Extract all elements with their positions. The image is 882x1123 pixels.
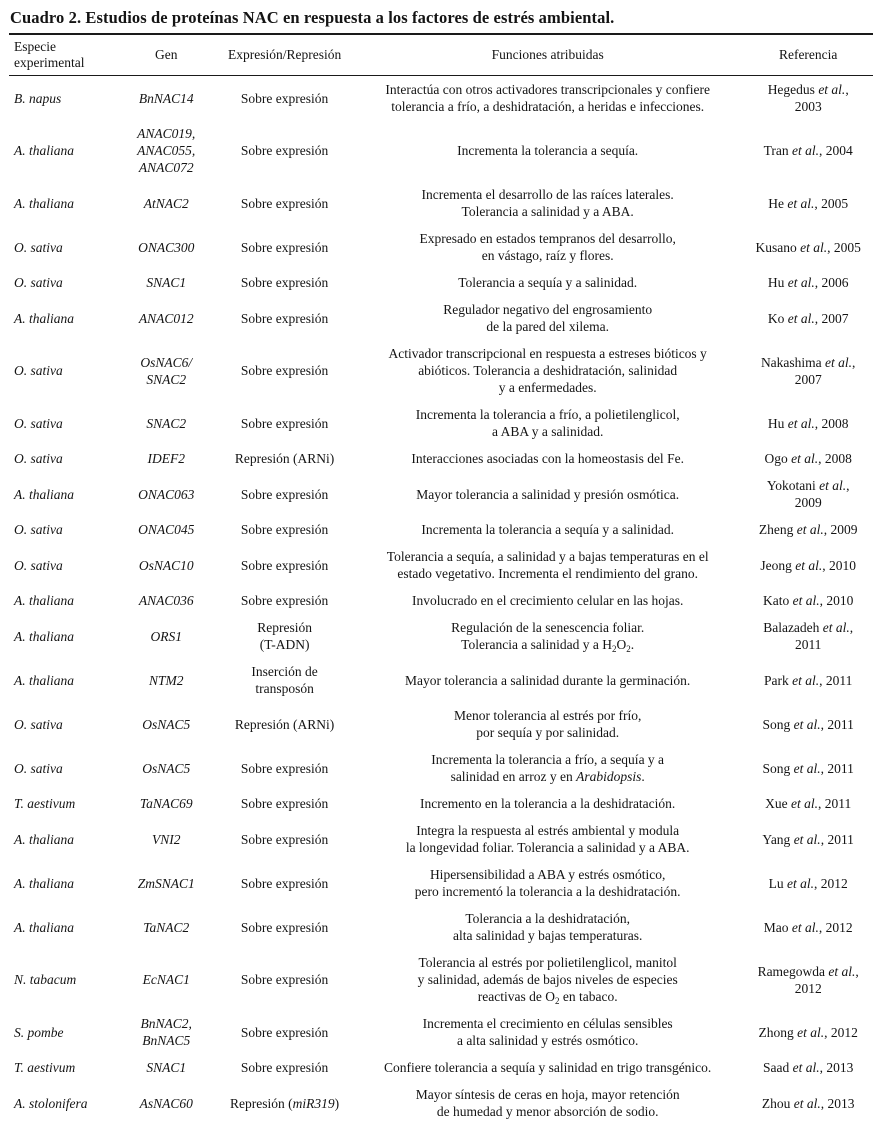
table-row	[9, 120, 873, 181]
text-line: ANAC055,	[137, 143, 196, 158]
functions-cell	[352, 817, 743, 861]
text-line: OsNAC10	[138, 557, 194, 573]
text-line: Sobre expresión	[240, 796, 329, 811]
text-line: ANAC072	[138, 160, 194, 175]
text-line: Activador transcripcional en respuesta a estreses bióticos y	[388, 346, 707, 361]
text-line: Incrementa la tolerancia a frío, a polietilenglicol,	[415, 407, 680, 422]
text-line: ANAC019,	[137, 126, 196, 141]
text-line: Yokotani et al.,	[766, 478, 850, 493]
reference-cell	[743, 790, 873, 817]
functions-cell	[352, 340, 743, 401]
expression-cell	[217, 658, 352, 702]
gene-cell	[115, 516, 217, 543]
species-cell: T. aestivum	[14, 796, 76, 811]
table-row	[9, 76, 873, 121]
text-line: Incrementa la tolerancia a frío, a sequía y a	[431, 752, 665, 767]
text-line: He et al., 2005	[768, 195, 849, 211]
functions-cell	[352, 269, 743, 296]
text-line: y salinidad, además de bajos niveles de especies	[417, 972, 678, 987]
gene-cell	[115, 269, 217, 296]
expression-cell	[217, 1010, 352, 1054]
text-line: Regulador negativo del engrosamiento	[443, 302, 653, 317]
gene-cell	[115, 817, 217, 861]
text-line: Tolerancia al estrés por polietilenglicol, manitol	[418, 955, 677, 970]
text-line: Sobre expresión	[240, 557, 329, 573]
gene-cell	[115, 861, 217, 905]
functions-cell	[352, 790, 743, 817]
text-line: Tolerancia a la deshidratación,	[465, 911, 631, 926]
expression-cell	[217, 340, 352, 401]
text-line: VNI2	[151, 831, 181, 847]
table-header	[9, 34, 873, 76]
text-line: Song et al., 2011	[762, 760, 854, 776]
text-line: transposón	[255, 681, 314, 696]
text-line: SNAC1	[146, 275, 187, 290]
text-line: Sobre expresión	[240, 195, 329, 211]
expression-cell	[217, 516, 352, 543]
functions-cell	[352, 181, 743, 225]
text-line: BnNAC5	[142, 1033, 191, 1048]
species-cell: T. aestivum	[14, 1060, 76, 1075]
table-row	[9, 1081, 873, 1123]
functions-cell	[352, 702, 743, 746]
text-line: Balazadeh et al.,	[763, 620, 854, 635]
header-expression: Expresión/Represión	[217, 34, 352, 76]
functions-cell	[352, 658, 743, 702]
species-cell: O. sativa	[14, 557, 63, 573]
reference-cell	[743, 905, 873, 949]
text-line: reactivas de $O_2$ en tabaco.	[477, 989, 618, 1006]
table-row	[9, 543, 873, 587]
text-line: Sobre expresión	[240, 522, 329, 537]
text-line: Mayor síntesis de ceras en hoja, mayor retención	[415, 1087, 680, 1102]
text-line: Song et al., 2011	[762, 716, 854, 732]
table-row	[9, 905, 873, 949]
text-line: Hipersensibilidad a ABA y estrés osmótico,	[429, 867, 666, 882]
text-line: 2012	[794, 980, 822, 996]
text-line: Tran et al., 2004	[763, 143, 853, 158]
table-row	[9, 445, 873, 472]
functions-cell	[352, 401, 743, 445]
table-row	[9, 340, 873, 401]
gene-cell	[115, 472, 217, 516]
functions-cell	[352, 1010, 743, 1054]
functions-cell	[352, 587, 743, 614]
text-line: ANAC036	[138, 593, 194, 608]
text-line: Confiere tolerancia a sequía y salinidad en trigo transgénico.	[384, 1060, 712, 1075]
text-line: BnNAC2,	[140, 1016, 192, 1031]
species-cell: S. pombe	[14, 1024, 64, 1040]
expression-cell	[217, 587, 352, 614]
table-row	[9, 225, 873, 269]
text-line: Interacciones asociadas con la homeostasis del Fe.	[411, 451, 684, 466]
reference-cell	[743, 1010, 873, 1054]
text-line: TaNAC69	[139, 796, 193, 811]
text-line: Sobre expresión	[240, 919, 329, 935]
gene-cell	[115, 76, 217, 121]
species-cell: O. sativa	[14, 716, 63, 732]
reference-cell	[743, 120, 873, 181]
table-row	[9, 516, 873, 543]
text-line: pero incrementó la tolerancia a la deshidratación.	[414, 884, 681, 899]
text-line: a ABA y a salinidad.	[491, 424, 604, 439]
species-cell: A. thaliana	[14, 593, 74, 608]
header-functions: Funciones atribuidas	[352, 34, 743, 76]
reference-cell	[743, 181, 873, 225]
expression-cell	[217, 790, 352, 817]
text-line: Jeong et al., 2010	[760, 557, 856, 573]
species-cell: A. thaliana	[14, 875, 74, 891]
gene-cell	[115, 949, 217, 1010]
functions-cell	[352, 472, 743, 516]
expression-cell	[217, 181, 352, 225]
text-line: Interactúa con otros activadores transcripcionales y confiere	[385, 82, 710, 97]
text-line: Represión (ARNi)	[234, 716, 335, 732]
text-line: Tolerancia a salinidad y a $H_2O_2$.	[461, 637, 635, 654]
expression-cell	[217, 817, 352, 861]
gene-cell	[115, 225, 217, 269]
expression-cell	[217, 702, 352, 746]
text-line: TaNAC2	[143, 919, 190, 935]
text-line: Kusano et al., 2005	[755, 239, 861, 255]
gene-cell	[115, 702, 217, 746]
text-line: Sobre expresión	[240, 831, 329, 847]
expression-cell	[217, 120, 352, 181]
functions-cell	[352, 1054, 743, 1081]
table-row	[9, 181, 873, 225]
text-line: Sobre expresión	[240, 1060, 329, 1075]
text-line: Sobre expresión	[240, 593, 329, 608]
text-line: ZmSNAC1	[137, 875, 195, 891]
functions-cell	[352, 1081, 743, 1123]
reference-cell	[743, 76, 873, 121]
text-line: estado vegetativo. Incrementa el rendimiento del grano.	[397, 566, 698, 581]
text-line: AsNAC60	[139, 1095, 193, 1111]
reference-cell	[743, 401, 873, 445]
expression-cell	[217, 445, 352, 472]
text-line: Incremento en la tolerancia a la deshidratación.	[420, 796, 676, 811]
text-line: Represión	[257, 620, 312, 635]
reference-cell	[743, 1081, 873, 1123]
text-line: Kato et al., 2010	[763, 593, 854, 608]
text-line: Inserción de	[251, 664, 318, 679]
text-line: Hegedus et al.,	[767, 82, 849, 97]
text-line: Represión (ARNi)	[234, 451, 335, 466]
table-row	[9, 1054, 873, 1081]
reference-cell	[743, 658, 873, 702]
species-cell: O. sativa	[14, 275, 63, 290]
gene-cell	[115, 181, 217, 225]
text-line: a alta salinidad y estrés osmótico.	[456, 1033, 639, 1048]
text-line: Sobre expresión	[240, 143, 329, 158]
expression-cell	[217, 746, 352, 790]
table-row	[9, 1010, 873, 1054]
text-line: 2011	[794, 637, 822, 652]
functions-cell	[352, 861, 743, 905]
expression-cell	[217, 76, 352, 121]
table-row	[9, 401, 873, 445]
reference-cell	[743, 614, 873, 658]
header-row	[9, 34, 873, 76]
text-line: (T-ADN)	[259, 637, 310, 652]
table-row	[9, 472, 873, 516]
text-line: Represión (miR319)	[230, 1095, 340, 1111]
text-line: Zheng et al., 2009	[758, 522, 858, 537]
table-row	[9, 658, 873, 702]
text-line: OsNAC5	[142, 716, 191, 732]
reference-cell	[743, 445, 873, 472]
text-line: NTM2	[148, 672, 184, 688]
gene-cell	[115, 790, 217, 817]
text-line: Tolerancia a salinidad y a ABA.	[461, 204, 634, 219]
text-line: Hu et al., 2008	[767, 415, 849, 431]
reference-cell	[743, 543, 873, 587]
functions-cell	[352, 516, 743, 543]
text-line: salinidad en arroz y en Arabidopsis.	[450, 769, 645, 784]
text-line: de la pared del xilema.	[486, 319, 609, 334]
species-cell: O. sativa	[14, 363, 63, 378]
gene-cell	[115, 445, 217, 472]
species-cell: A. thaliana	[14, 672, 74, 688]
reference-cell	[743, 516, 873, 543]
text-line: Sobre expresión	[240, 1024, 329, 1040]
expression-cell	[217, 1054, 352, 1081]
text-line: Zhong et al., 2012	[758, 1024, 858, 1040]
text-line: Sobre expresión	[240, 275, 329, 290]
species-cell: A. thaliana	[14, 628, 74, 644]
text-line: Sobre expresión	[240, 486, 329, 502]
text-line: Mao et al., 2012	[763, 919, 853, 935]
text-line: ONAC300	[138, 239, 195, 255]
functions-cell	[352, 296, 743, 340]
species-cell: A. thaliana	[14, 919, 74, 935]
reference-cell	[743, 225, 873, 269]
expression-cell	[217, 296, 352, 340]
header-reference: Referencia	[743, 34, 873, 76]
text-line: abióticos. Tolerancia a deshidratación, salinidad	[418, 363, 678, 378]
species-cell: O. sativa	[14, 239, 63, 255]
table-row	[9, 817, 873, 861]
species-cell: O. sativa	[14, 451, 63, 466]
text-line: Sobre expresión	[240, 875, 329, 891]
reference-cell	[743, 702, 873, 746]
text-line: Tolerancia a sequía, a salinidad y a bajas temperaturas en el	[386, 549, 709, 564]
functions-cell	[352, 905, 743, 949]
text-line: ORS1	[150, 628, 182, 644]
species-cell: A. thaliana	[14, 310, 74, 326]
expression-cell	[217, 905, 352, 949]
gene-cell	[115, 658, 217, 702]
text-line: Park et al., 2011	[764, 672, 853, 688]
expression-cell	[217, 401, 352, 445]
table-row	[9, 296, 873, 340]
gene-cell	[115, 1010, 217, 1054]
text-line: Regulación de la senescencia foliar.	[451, 620, 645, 635]
gene-cell	[115, 120, 217, 181]
functions-cell	[352, 746, 743, 790]
gene-cell	[115, 296, 217, 340]
functions-cell	[352, 614, 743, 658]
text-line: Sobre expresión	[240, 310, 329, 326]
text-line: 2007	[794, 371, 822, 387]
reference-cell	[743, 340, 873, 401]
text-line: Incrementa la tolerancia a sequía.	[457, 143, 639, 158]
gene-cell	[115, 905, 217, 949]
table-row	[9, 746, 873, 790]
table-row	[9, 861, 873, 905]
text-line: 2003	[794, 99, 822, 114]
text-line: Sobre expresión	[240, 760, 329, 776]
expression-cell	[217, 1081, 352, 1123]
table-row	[9, 587, 873, 614]
gene-cell	[115, 614, 217, 658]
text-line: de humedad y menor absorción de sodio.	[436, 1104, 659, 1119]
text-line: la longevidad foliar. Tolerancia a salinidad y a ABA.	[405, 840, 690, 855]
functions-cell	[352, 949, 743, 1010]
reference-cell	[743, 587, 873, 614]
text-line: Incrementa el desarrollo de las raíces laterales.	[421, 187, 674, 202]
functions-cell	[352, 76, 743, 121]
text-line: Incrementa el crecimiento en células sensibles	[422, 1016, 673, 1031]
text-line: por sequía y por salinidad.	[476, 725, 620, 740]
text-line: Sobre expresión	[240, 363, 329, 378]
reference-cell	[743, 746, 873, 790]
reference-cell	[743, 817, 873, 861]
text-line: tolerancia a frío, a deshidratación, a heridas e infecciones.	[391, 99, 705, 114]
reference-cell	[743, 1054, 873, 1081]
text-line: AtNAC2	[143, 195, 189, 211]
expression-cell	[217, 472, 352, 516]
text-line: Lu et al., 2012	[768, 875, 848, 891]
gene-cell	[115, 401, 217, 445]
reference-cell	[743, 296, 873, 340]
gene-cell	[115, 340, 217, 401]
text-line: Nakashima et al.,	[760, 354, 856, 370]
text-line: Ogo et al., 2008	[764, 451, 852, 466]
species-cell: A. thaliana	[14, 486, 74, 502]
reference-cell	[743, 949, 873, 1010]
text-line: Zhou et al., 2013	[761, 1095, 855, 1111]
table-row	[9, 269, 873, 296]
reference-cell	[743, 861, 873, 905]
text-line: Hu et al., 2006	[767, 275, 849, 290]
expression-cell	[217, 949, 352, 1010]
expression-cell	[217, 861, 352, 905]
functions-cell	[352, 543, 743, 587]
species-cell: O. sativa	[14, 760, 63, 776]
text-line: ONAC063	[138, 486, 195, 502]
text-line: BnNAC14	[138, 90, 194, 106]
expression-cell	[217, 269, 352, 296]
text-line: y a enfermedades.	[498, 380, 597, 395]
text-line: OsNAC5	[142, 760, 191, 776]
text-line: SNAC2	[146, 371, 187, 387]
species-cell: A. thaliana	[14, 143, 74, 158]
table-row	[9, 949, 873, 1010]
text-line: 2009	[794, 495, 822, 510]
text-line: en vástago, raíz y flores.	[481, 248, 614, 263]
text-line: Involucrado en el crecimiento celular en las hojas.	[411, 593, 684, 608]
text-line: ANAC012	[138, 310, 194, 326]
text-line: IDEF2	[147, 451, 185, 466]
gene-cell	[115, 1054, 217, 1081]
text-line: Expresado en estados tempranos del desarrollo,	[419, 231, 676, 246]
nac-studies-table	[9, 33, 873, 1123]
reference-cell	[743, 269, 873, 296]
species-cell: N. tabacum	[14, 972, 77, 987]
text-line: Sobre expresión	[240, 239, 329, 255]
gene-cell	[115, 1081, 217, 1123]
text-line: Menor tolerancia al estrés por frío,	[453, 708, 642, 723]
reference-cell	[743, 472, 873, 516]
species-cell: O. sativa	[14, 522, 63, 537]
text-line: SNAC2	[146, 415, 187, 431]
text-line: Yang et al., 2011	[762, 831, 854, 847]
text-line: Mayor tolerancia a salinidad durante la germinación.	[405, 672, 691, 688]
text-line: Ramegowda et al.,	[757, 963, 859, 979]
text-line: Sobre expresión	[240, 90, 329, 106]
functions-cell	[352, 120, 743, 181]
expression-cell	[217, 614, 352, 658]
functions-cell	[352, 225, 743, 269]
header-species: Especie experimental	[9, 34, 115, 76]
functions-cell	[352, 445, 743, 472]
text-line: Xue et al., 2011	[765, 796, 852, 811]
expression-cell	[217, 543, 352, 587]
table-caption: Cuadro 2. Estudios de proteínas NAC en respuesta a los factores de estrés ambiental.	[10, 8, 615, 27]
text-line: OsNAC6/	[140, 354, 193, 370]
text-line: EcNAC1	[142, 972, 190, 987]
species-cell: A. thaliana	[14, 831, 74, 847]
gene-cell	[115, 543, 217, 587]
text-line: Integra la respuesta al estrés ambiental y modula	[416, 823, 680, 838]
gene-cell	[115, 587, 217, 614]
species-cell: A. thaliana	[14, 195, 74, 211]
species-cell: B. napus	[14, 90, 62, 106]
text-line: ONAC045	[138, 522, 195, 537]
text-line: alta salinidad y bajas temperaturas.	[453, 928, 643, 943]
header-gene: Gen	[115, 34, 217, 76]
gene-cell	[115, 746, 217, 790]
text-line: Tolerancia a sequía y a salinidad.	[458, 275, 638, 290]
text-line: Sobre expresión	[240, 972, 329, 987]
table-row	[9, 702, 873, 746]
species-cell: O. sativa	[14, 415, 63, 431]
text-line: Ko et al., 2007	[767, 310, 849, 326]
expression-cell	[217, 225, 352, 269]
species-cell: A. stolonifera	[14, 1095, 88, 1111]
text-line: Mayor tolerancia a salinidad y presión osmótica.	[416, 486, 680, 502]
text-line: Saad et al., 2013	[763, 1060, 854, 1075]
text-line: Incrementa la tolerancia a sequía y a salinidad.	[421, 522, 674, 537]
text-line: Sobre expresión	[240, 415, 329, 431]
text-line: SNAC1	[146, 1060, 187, 1075]
table-row	[9, 614, 873, 658]
table-row	[9, 790, 873, 817]
table-body	[9, 76, 873, 1123]
